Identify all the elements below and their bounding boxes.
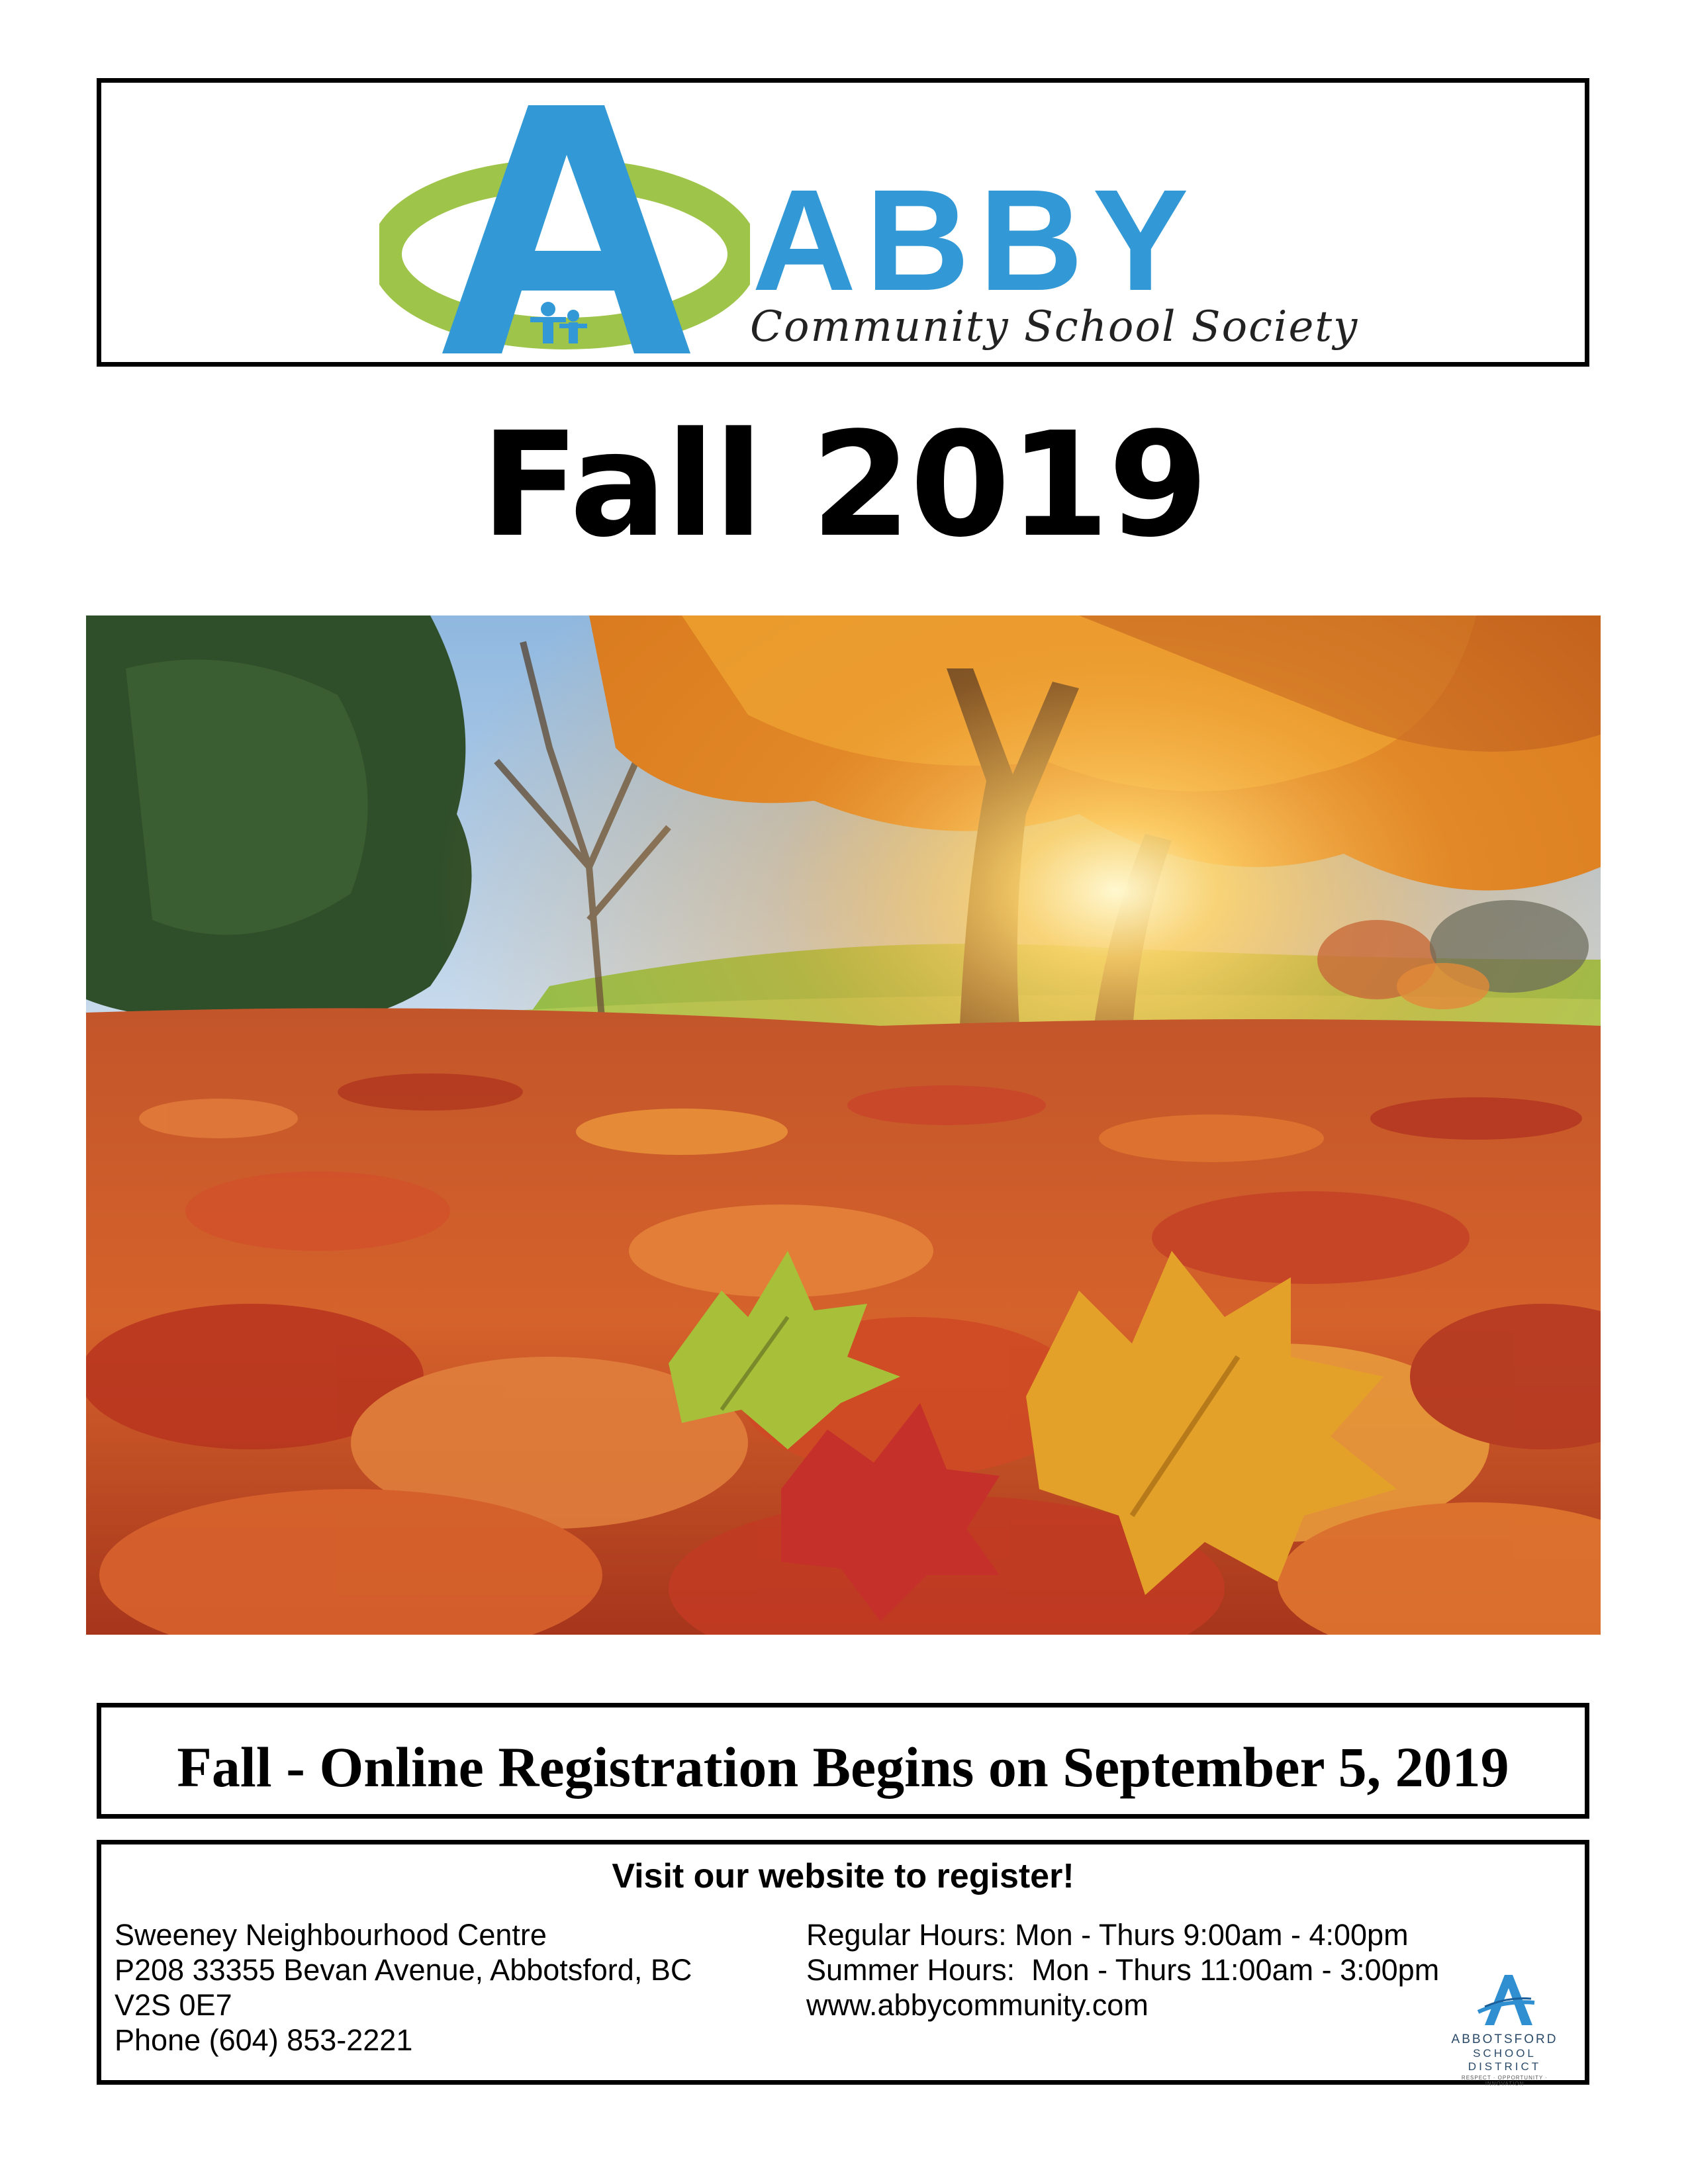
registration-banner	[97, 1703, 1589, 1819]
district-subtitle: SCHOOL DISTRICT	[1468, 2047, 1542, 2073]
district-name: ABBOTSFORD	[1451, 2032, 1558, 2046]
hours-block	[806, 1917, 1439, 2023]
registration-text: Fall - Online Registration Begins on September 5, 2019	[177, 1735, 1509, 1799]
district-motto: RESPECT · OPPORTUNITY · INNOVATION	[1461, 2075, 1548, 2087]
address-block	[115, 1917, 692, 2058]
page-title: Fall 2019	[481, 402, 1207, 569]
website-link[interactable]: www.abbycommunity.com	[806, 1988, 1149, 2022]
header-logo-box	[97, 78, 1589, 367]
abby-logo-icon	[379, 92, 750, 357]
street-address: P208 33355 Bevan Avenue, Abbotsford, BC	[115, 1953, 692, 1987]
logo-wordmark: ABBY	[752, 160, 1198, 321]
postal-code: V2S 0E7	[115, 1988, 232, 2022]
visit-website-heading: Visit our website to register!	[612, 1857, 1074, 1895]
centre-name: Sweeney Neighbourhood Centre	[115, 1918, 547, 1952]
summer-hours: Summer Hours: Mon - Thurs 11:00am - 3:00pm	[806, 1953, 1440, 1987]
phone-number: Phone (604) 853-2221	[115, 2023, 413, 2057]
autumn-leaves-photo	[86, 615, 1601, 1635]
district-a-icon	[1472, 1974, 1538, 2026]
contact-box	[97, 1840, 1589, 2085]
logo-subtitle: Community School Society	[750, 302, 1359, 351]
regular-hours: Regular Hours: Mon - Thurs 9:00am - 4:00pm	[806, 1918, 1409, 1952]
abbotsford-school-district-logo	[1448, 1974, 1561, 2087]
